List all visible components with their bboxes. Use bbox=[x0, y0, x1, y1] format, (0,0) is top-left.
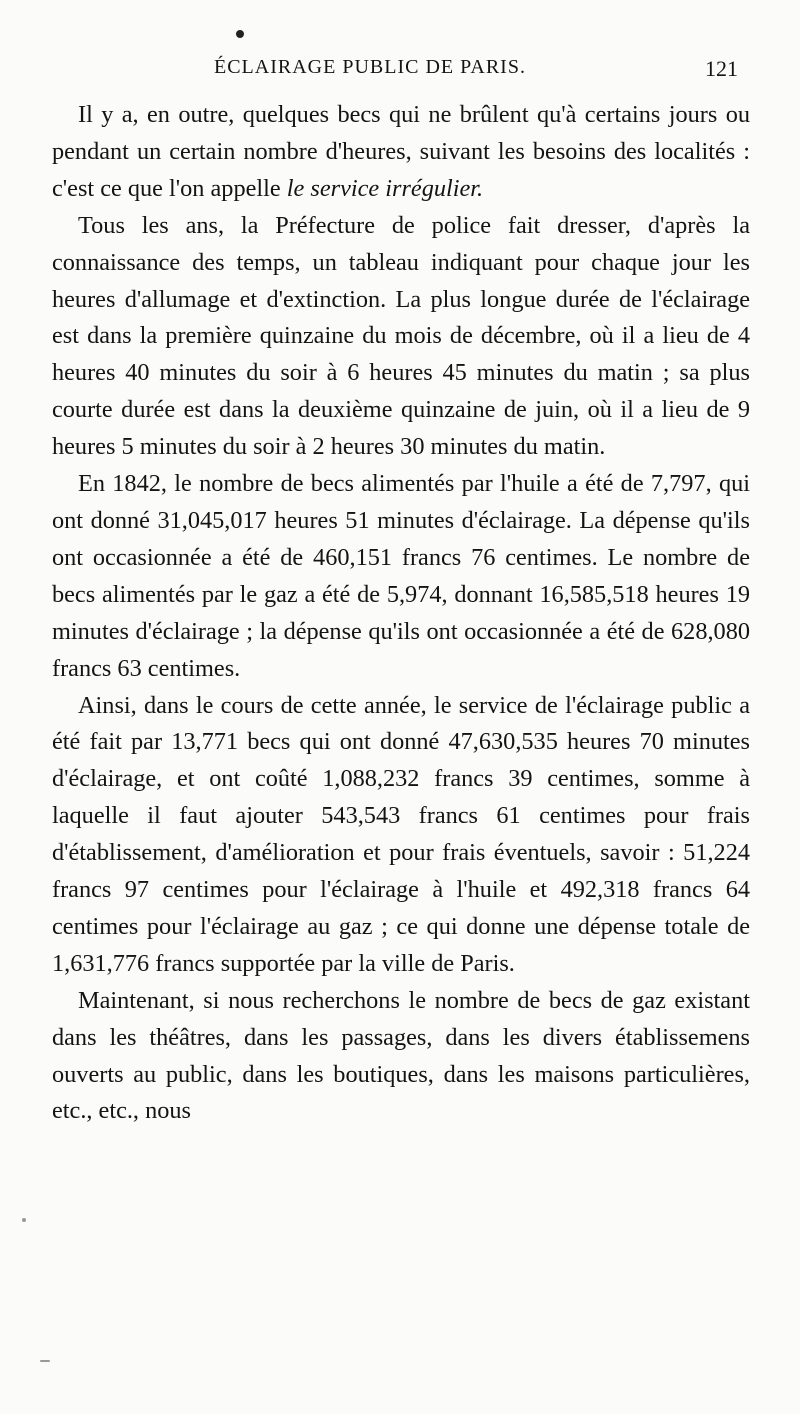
page-number: 121 bbox=[705, 56, 738, 81]
paper-speck bbox=[22, 1218, 26, 1222]
italic-term: le service irrégulier. bbox=[286, 174, 484, 202]
paragraph-annual-totals: Ainsi, dans le cours de cette année, le service de l'éclairage public a été fait par 13,771 becs qui ont donné 47,630,535 heures 70 minutes d'éclairage, et ont coûté 1,088,232 francs 39 centimes, somme à laquelle il faut ajouter 543,543 francs 61 centimes pour frais d'établissement, d'amélioration et pour frais éventuels, savoir : 51,224 francs 97 centimes pour l'éclairage à l'huile et 492,318 francs 64 centimes pour l'éclairage au gaz ; ce qui donne une dépense totale de 1,631,776 francs supportée par la ville de Paris. bbox=[52, 691, 750, 977]
body-text bbox=[52, 97, 750, 1130]
paragraph-gas-burners: Maintenant, si nous recherchons le nombre de becs de gaz existant dans les théâtres, dans les passages, dans les divers établissemens ouverts au public, dans les boutiques, dans les maisons particulières, etc., etc., nous bbox=[52, 986, 750, 1125]
ink-dot bbox=[236, 30, 244, 38]
running-head bbox=[80, 56, 740, 90]
paragraph-lighting-schedule: Tous les ans, la Préfecture de police fait dresser, d'après la connaissance des temps, un tableau indiquant pour chaque jour les heures d'allumage et d'extinction. La plus longue durée de l'éclairage est dans la première quinzaine du mois de décembre, où il a lieu de 4 heures 40 minutes du soir à 6 heures 45 minutes du matin ; sa plus courte durée est dans la deuxième quinzaine de juin, où il a lieu de 9 heures 5 minutes du soir à 2 heures 30 minutes du matin. bbox=[52, 211, 750, 461]
running-title: ÉCLAIRAGE PUBLIC DE PARIS. bbox=[214, 56, 526, 78]
paragraph-1842-figures: En 1842, le nombre de becs alimentés par l'huile a été de 7,797, qui ont donné 31,045,017 heures 51 minutes d'éclairage. La dépense qu'ils ont occasionnée a été de 460,151 francs 76 centimes. Le nombre de becs alimentés par le gaz a été de 5,974, donnant 16,585,518 heures 19 minutes d'éclairage ; la dépense qu'ils ont occasionnée a été de 628,080 francs 63 centimes. bbox=[52, 470, 750, 682]
paragraph-irregular-service bbox=[52, 97, 750, 208]
paper-speck bbox=[40, 1360, 50, 1362]
paragraph-text: Il y a, en outre, quelques becs qui ne brûlent qu'à certains jours ou pendant un certain nombre d'heures, suivant les besoins des localités : c'est ce que l'on appelle bbox=[52, 101, 750, 202]
